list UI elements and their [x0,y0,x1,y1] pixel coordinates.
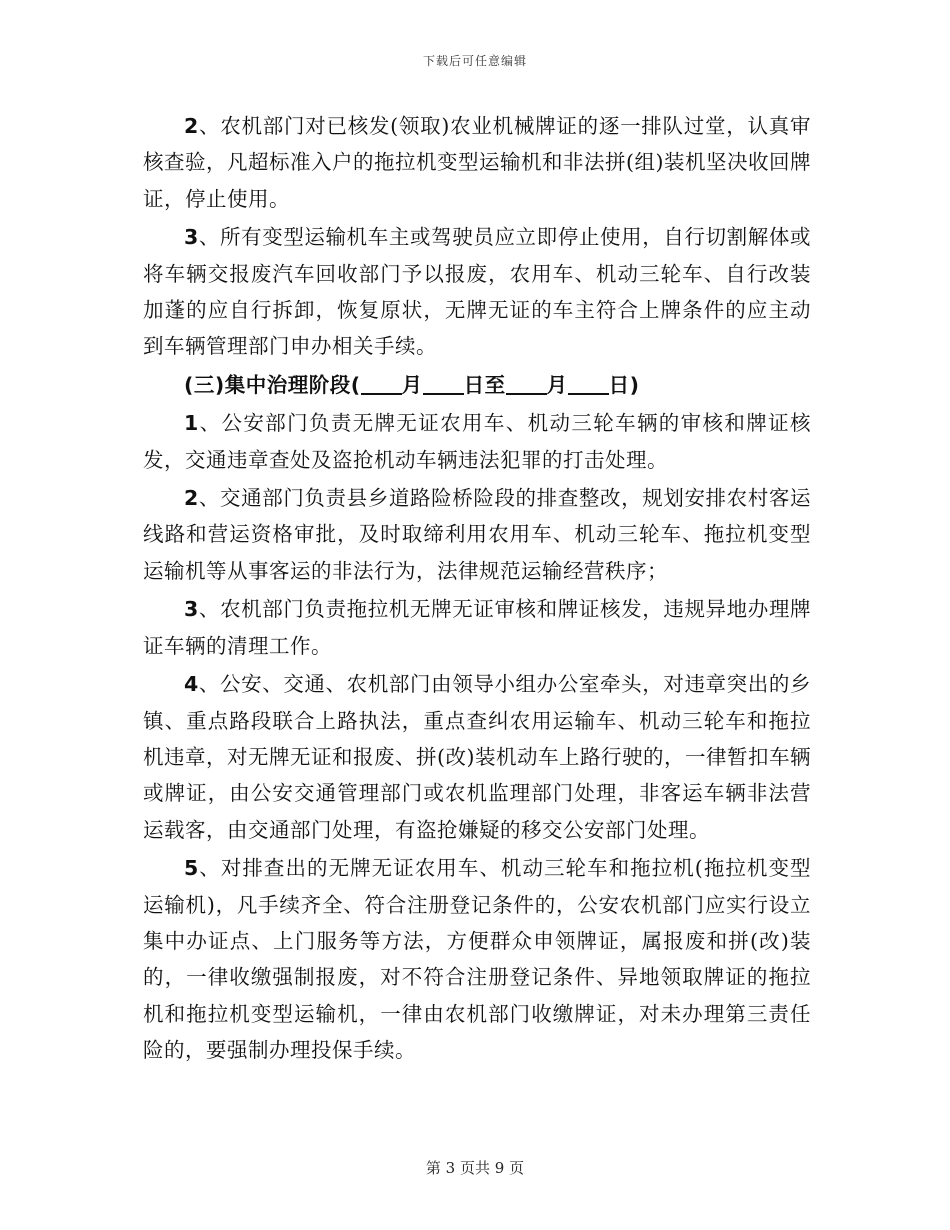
section-heading [143,367,811,403]
document-body [143,108,811,1069]
heading-day: 日) [608,372,640,397]
date-blank [423,372,464,395]
heading-prefix: (三)集中治理阶段( [184,372,361,397]
paragraph-item-4 [143,666,811,848]
page-footer: 第 3 页共 9 页 [425,1159,525,1177]
item-number: 2 [184,114,199,138]
heading-day: 日至 [463,372,506,397]
item-number: 4 [184,672,199,697]
paragraph-text: 、所有变型运输机车主或驾驶员应立即停止使用，自行切割解体或将车辆交报废汽车回收部门予以报废，农用车、机动三轮车、自行改装加蓬的应自行拆卸，恢复原状，无牌无证的车主符合上牌条件的应主动到车辆管理部门申办相关手续。 [143,225,811,359]
item-number: 3 [184,597,199,622]
date-blank [568,372,609,395]
page-header: 下载后可任意编辑 [422,54,527,68]
paragraph-text: 、公安、交通、农机部门由领导小组办公室牵头，对违章突出的乡镇、重点路段联合上路执法，重点查纠农用运输车、机动三轮车和拖拉机违章，对无牌无证和报废、拼(改)装机动车上路行驶的，一律暂扣车辆或牌证，由公安交通管理部门或农机监理部门处理，非客运车辆非法营运载客，由交通部门处理，有盗抢嫌疑的移交公安部门处理。 [143,672,811,842]
date-blank [361,372,402,395]
paragraph-item-3 [143,219,811,365]
paragraph-item-5 [143,850,811,1068]
paragraph-text: 、对排查出的无牌无证农用车、机动三轮车和拖拉机(拖拉机变型运输机)，凡手续齐全、符合注册登记条件的，公安农机部门应实行设立集中办证点、上门服务等方法，方便群众申领牌证，属报废和拼(改)装的，一律收缴强制报废，对不符合注册登记条件、异地领取牌证的拖拉机和拖拉机变型运输机，一律由农机部门收缴牌证，对未办理第三责任险的，要强制办理投保手续。 [143,856,811,1063]
item-number: 1 [184,411,199,436]
date-blank [506,372,547,395]
paragraph-text: 、农机部门对已核发(领取)农业机械牌证的逐一排队过堂，认真审核查验，凡超标准入户的拖拉机变型运输机和非法拼(组)装机坚决收回牌证，停止使用。 [143,114,811,211]
heading-month: 月 [546,372,568,397]
heading-month: 月 [401,372,423,397]
paragraph-item-3b [143,591,811,664]
item-number: 5 [184,856,199,881]
paragraph-item-1 [143,405,811,478]
paragraph-text: 、交通部门负责县乡道路险桥险段的排查整改，规划安排农村客运线路和营运资格审批，及时取缔利用农用车、机动三轮车、拖拉机变型运输机等从事客运的非法行为，法律规范运输经营秩序； [143,486,811,583]
item-number: 3 [184,225,199,250]
item-number: 2 [184,486,199,511]
paragraph-text: 、农机部门负责拖拉机无牌无证审核和牌证核发，违规异地办理牌证车辆的清理工作。 [143,597,811,658]
paragraph-item-2b [143,480,811,589]
paragraph-text: 、公安部门负责无牌无证农用车、机动三轮车辆的审核和牌证核发，交通违章查处及盗抢机动车辆违法犯罪的打击处理。 [143,411,811,472]
paragraph-item-2 [143,108,811,217]
